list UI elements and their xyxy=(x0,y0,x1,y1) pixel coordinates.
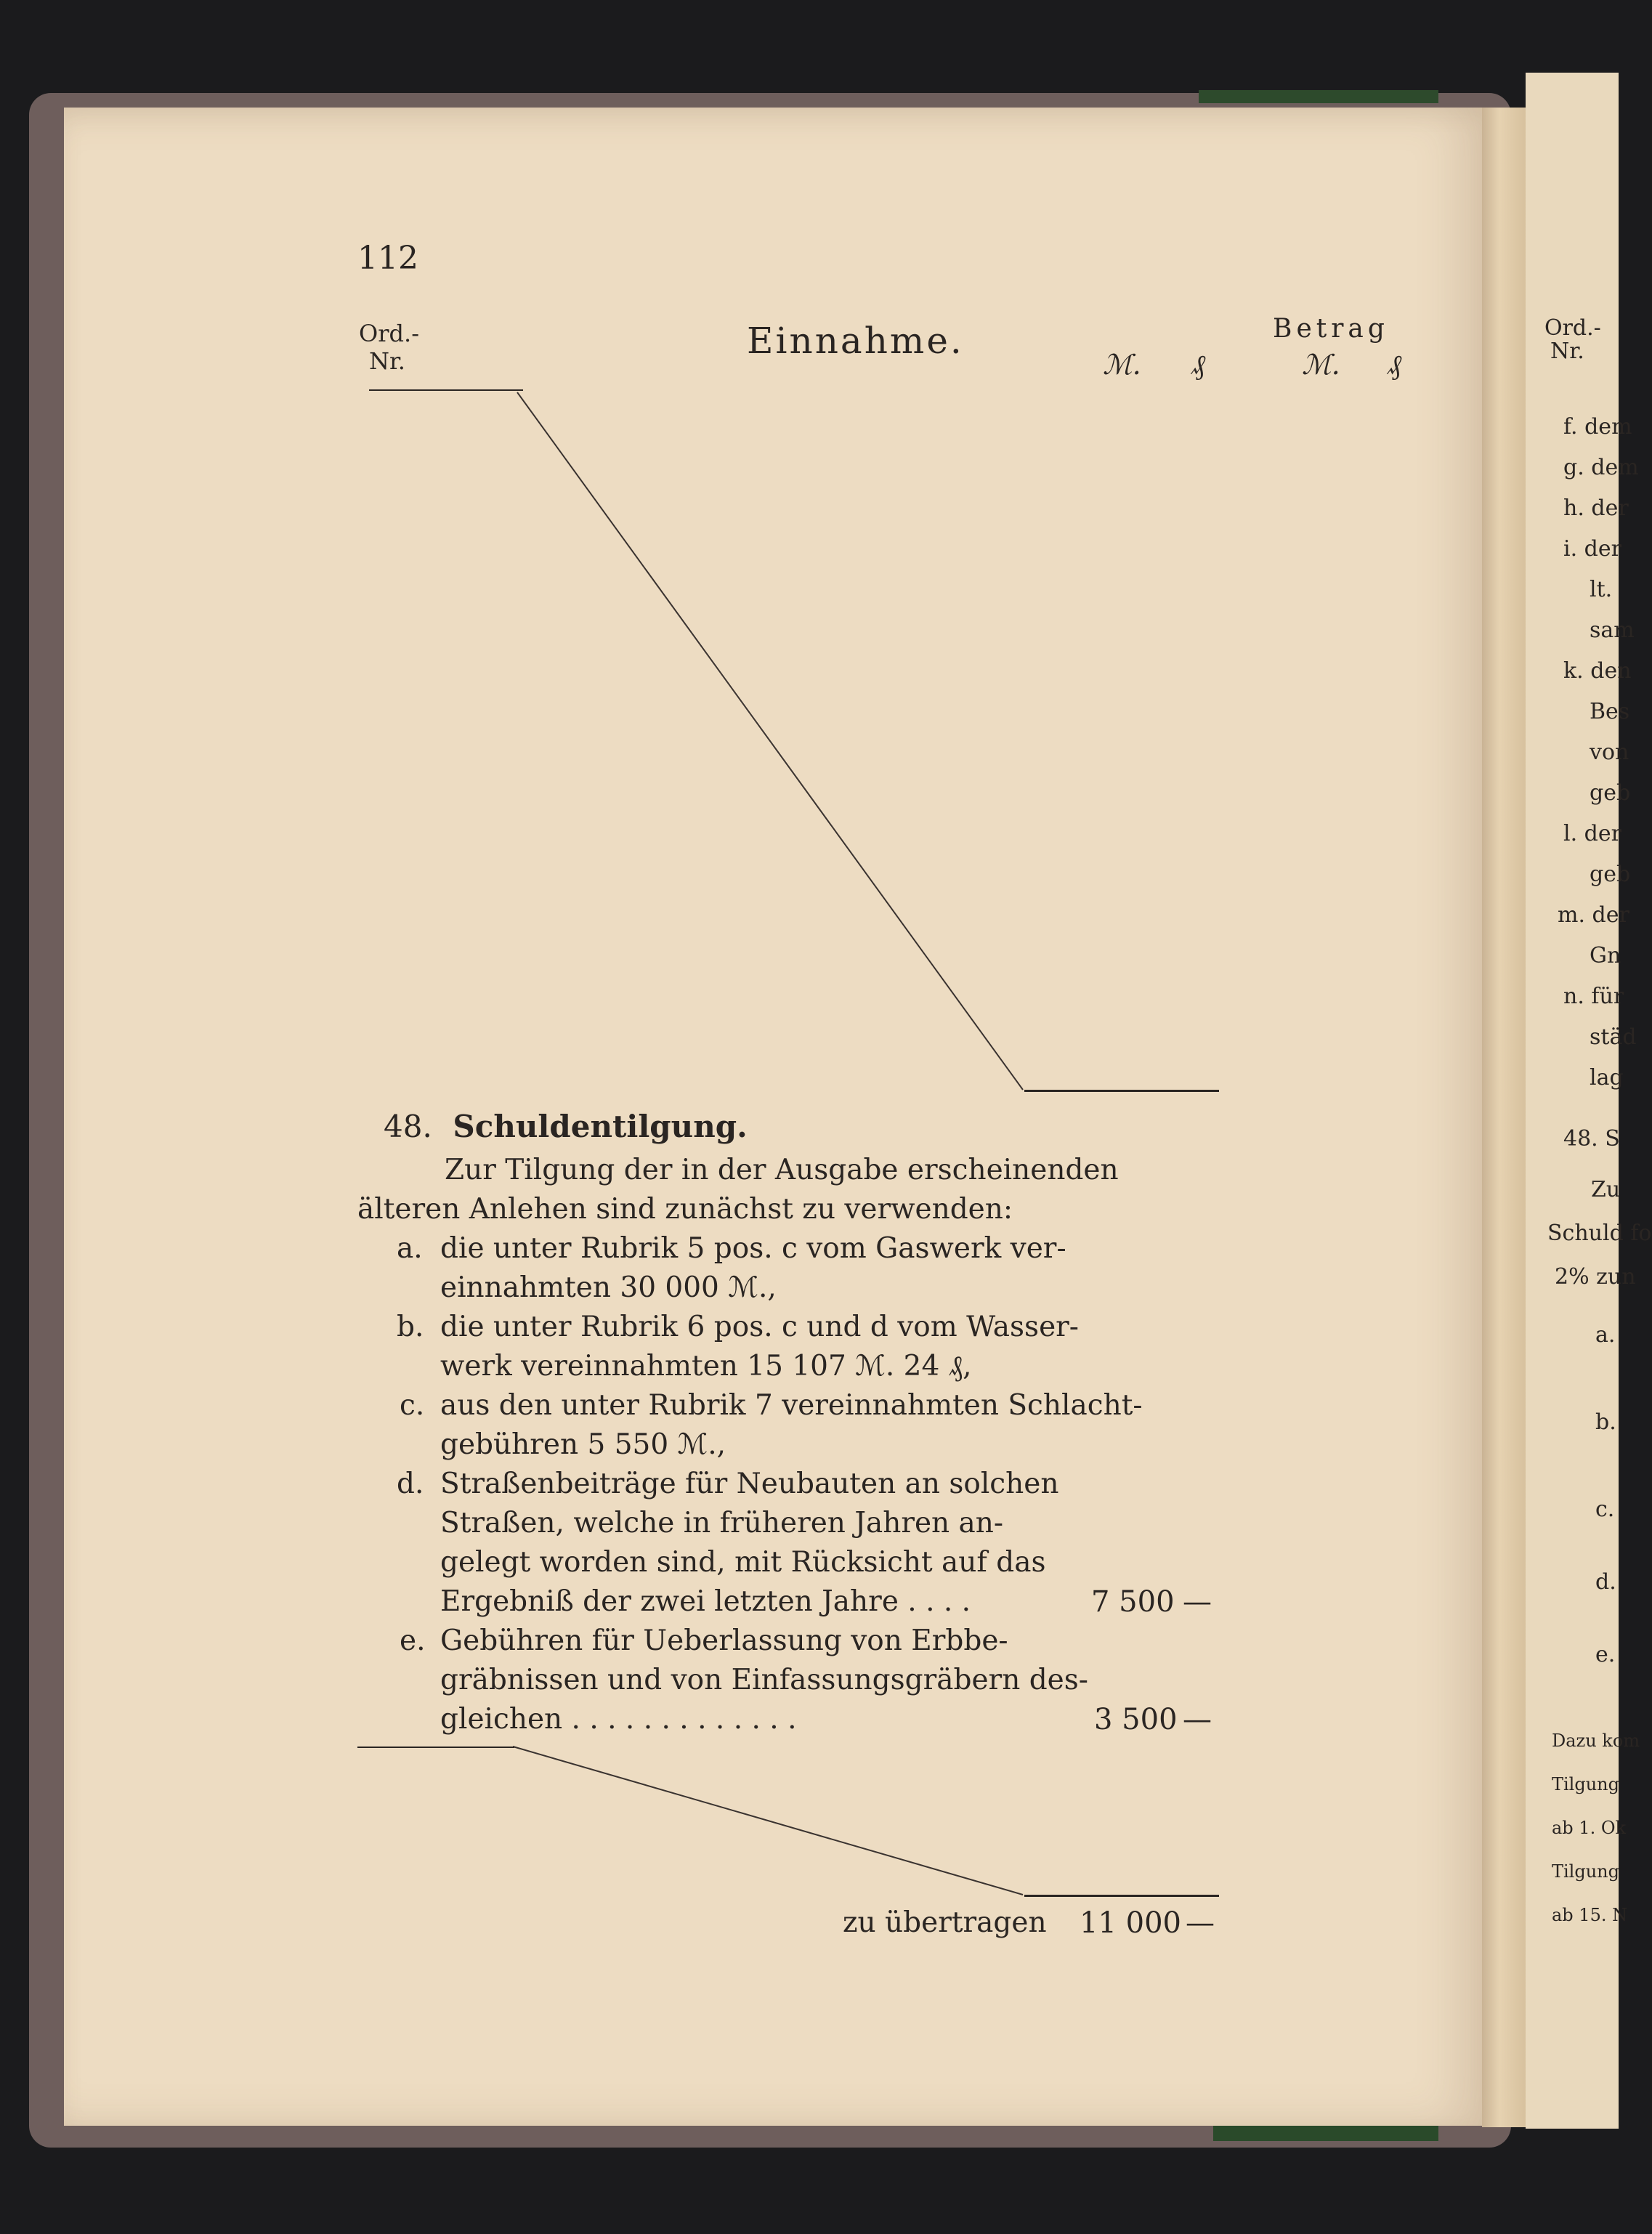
item-d-amount: 7 500 xyxy=(1091,1585,1175,1619)
item-d-dash: — xyxy=(1183,1585,1212,1619)
facing-page xyxy=(1526,73,1652,2129)
item-a-line-1: die unter Rubrik 5 pos. c vom Gaswerk ver- xyxy=(440,1232,1066,1265)
facing-line: h. der xyxy=(1563,495,1629,521)
item-e-line-2: gräbnissen und von Einfassungsgräbern des- xyxy=(440,1664,1088,1696)
item-letter-c: c. xyxy=(400,1389,425,1422)
facing-line: c. xyxy=(1595,1497,1615,1522)
left-page xyxy=(64,108,1488,2126)
facing-line: Bes xyxy=(1590,699,1630,724)
section-intro-1: Zur Tilgung der in der Ausgabe erscheinenden xyxy=(445,1154,1119,1186)
item-d-line-3: gelegt worden sind, mit Rücksicht auf das xyxy=(440,1546,1046,1579)
facing-line: ab 1. Ok xyxy=(1552,1818,1627,1838)
section-number: 48. xyxy=(384,1109,432,1144)
facing-line: k. den xyxy=(1563,658,1632,684)
carry-amount: 11 000 xyxy=(1080,1906,1181,1940)
page-title: Einnahme. xyxy=(747,320,964,362)
facing-line: n. für xyxy=(1563,984,1624,1009)
facing-line: f. dem xyxy=(1563,414,1632,440)
cover-cloth-bottom xyxy=(1213,2125,1438,2141)
facing-line: b. xyxy=(1595,1409,1616,1435)
section-intro-2: älteren Anlehen sind zunächst zu verwenden: xyxy=(357,1193,1013,1226)
facing-line: 48. S xyxy=(1563,1126,1620,1152)
sum-rule-top xyxy=(1024,1090,1219,1092)
facing-line: Gn xyxy=(1590,943,1621,968)
facing-line: m. der xyxy=(1558,902,1629,928)
facing-line: von xyxy=(1590,740,1629,765)
facing-header-1: Ord.- xyxy=(1544,315,1601,341)
carry-label: zu übertragen xyxy=(843,1906,1047,1939)
facing-line: l. der xyxy=(1563,821,1621,846)
facing-line: Dazu kom xyxy=(1552,1731,1640,1751)
item-e-line-3: gleichen . . . . . . . . . . . . . xyxy=(440,1703,797,1736)
item-e-dash: — xyxy=(1183,1703,1212,1736)
item-letter-d: d. xyxy=(397,1468,424,1500)
book-gutter xyxy=(1482,108,1526,2127)
facing-line: Tilgung xyxy=(1552,1861,1619,1882)
header-mark-column-1: ℳ. xyxy=(1103,349,1141,381)
facing-header-2: Nr. xyxy=(1550,339,1584,364)
sum-rule-bottom xyxy=(1024,1895,1219,1897)
item-b-line-2: werk vereinnahmten 15 107 ℳ. 24 ₰, xyxy=(440,1350,972,1383)
header-ord-line-2: Nr. xyxy=(369,347,405,375)
facing-line: geb xyxy=(1590,780,1631,806)
header-ord-line-1: Ord.- xyxy=(359,320,419,347)
carry-dash: — xyxy=(1186,1906,1215,1940)
item-d-line-4: Ergebniß der zwei letzten Jahre . . . . xyxy=(440,1585,971,1618)
ord-rule xyxy=(369,389,523,391)
facing-line: sam xyxy=(1590,618,1635,643)
item-a-line-2: einnahmten 30 000 ℳ., xyxy=(440,1271,777,1304)
cover-cloth-top xyxy=(1199,90,1438,103)
item-d-line-2: Straßen, welche in früheren Jahren an- xyxy=(440,1507,1004,1539)
facing-line: e. xyxy=(1595,1642,1616,1667)
facing-line: d. xyxy=(1595,1569,1616,1595)
item-c-line-1: aus den unter Rubrik 7 vereinnahmten Schlacht- xyxy=(440,1389,1143,1422)
item-d-line-1: Straßenbeiträge für Neubauten an solchen xyxy=(440,1468,1059,1500)
lower-left-rule xyxy=(357,1747,514,1748)
facing-line: 2% zun xyxy=(1555,1264,1636,1290)
facing-line: ab 15. N xyxy=(1552,1905,1628,1925)
section-title: Schuldentilgung. xyxy=(453,1109,748,1144)
item-c-line-2: gebühren 5 550 ℳ., xyxy=(440,1428,726,1461)
item-e-line-1: Gebühren für Ueberlassung von Erbbe- xyxy=(440,1624,1008,1657)
page-number: 112 xyxy=(357,240,418,277)
item-b-line-1: die unter Rubrik 6 pos. c und d vom Wasser- xyxy=(440,1311,1079,1343)
facing-line: i. der xyxy=(1563,536,1621,562)
item-letter-b: b. xyxy=(397,1311,424,1343)
header-mark-column-2: ℳ. xyxy=(1302,349,1340,381)
section-heading xyxy=(384,1109,748,1144)
header-pfennig-column-1: ₰ xyxy=(1191,349,1205,381)
facing-line: lt. xyxy=(1590,577,1613,602)
item-letter-e: e. xyxy=(400,1624,426,1657)
facing-line: geb xyxy=(1590,862,1631,887)
facing-line: g. dem xyxy=(1563,455,1639,480)
header-ord-nr xyxy=(359,320,419,375)
facing-line: Tilgung xyxy=(1552,1774,1619,1794)
header-pfennig-column-2: ₰ xyxy=(1388,349,1401,381)
facing-line: städ xyxy=(1590,1024,1637,1050)
item-letter-a: a. xyxy=(397,1232,423,1265)
facing-line: Schuld fo xyxy=(1547,1221,1652,1246)
item-e-amount: 3 500 xyxy=(1094,1703,1178,1736)
facing-line: lag xyxy=(1590,1065,1624,1090)
facing-line: Zu xyxy=(1591,1177,1621,1202)
facing-line: a. xyxy=(1595,1322,1616,1348)
header-betrag: Betrag xyxy=(1273,314,1389,344)
